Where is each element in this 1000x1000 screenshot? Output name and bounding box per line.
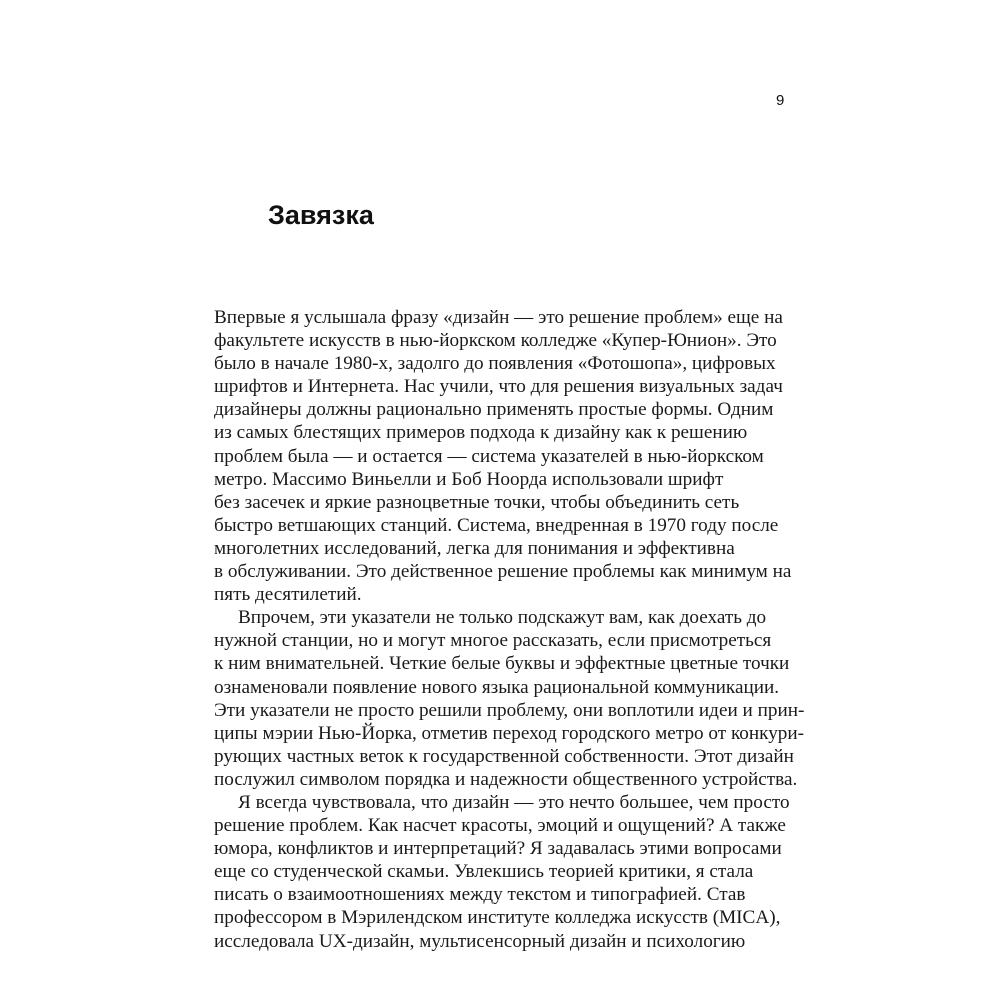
text-line: без засечек и яркие разноцветные точки, чтобы объединить сеть [214, 491, 740, 513]
text-line: ознаменовали появление нового языка рациональной коммуникации. [214, 676, 780, 698]
text-line: послужил символом порядка и надежности общественного устройства. [214, 768, 798, 790]
text-line: писать о взаимоотношениях между текстом и типографией. Став [214, 884, 746, 906]
text-line: многолетних исследований, легка для понимания и эффективна [214, 537, 735, 559]
text-line: факультете искусств в нью-йоркском колледже «Купер-Юнион». Это [214, 330, 777, 352]
text-line: решение проблем. Как насчет красоты, эмоций и ощущений? А также [214, 815, 786, 837]
text-line: еще со студенческой скамьи. Увлекшись теорией критики, я стала [214, 861, 754, 883]
text-line: в обслуживании. Это действенное решение проблемы как минимум на [214, 561, 792, 583]
paragraph-start-line: Впрочем, эти указатели не только подскажут вам, как доехать до [238, 607, 767, 629]
paragraph-start-line: Я всегда чувствовала, что дизайн — это нечто большее, чем просто [238, 791, 790, 813]
text-line: из самых блестящих примеров подхода к дизайну как к решению [214, 422, 748, 444]
text-line: было в начале 1980-х, задолго до появления «Фотошопа», цифровых [214, 353, 776, 375]
text-line: юмора, конфликтов и интерпретаций? Я задавалась этими вопросами [214, 838, 782, 860]
text-line: Впервые я услышала фразу «дизайн — это решение проблем» еще на [214, 307, 783, 328]
text-line: пять десятилетий. [214, 584, 362, 606]
text-line: Эти указатели не просто решили проблему, они воплотили идеи и прин- [214, 699, 805, 721]
text-line: проблем была — и остается — система указателей в нью-йоркском [214, 445, 764, 467]
text-line: шрифтов и Интернета. Нас учили, что для решения визуальных задач [214, 376, 783, 398]
text-line: быстро ветшающих станций. Система, внедренная в 1970 году после [214, 514, 779, 536]
page-number: 9 [776, 92, 785, 109]
text-line: к ним внимательней. Четкие белые буквы и эффектные цветные точки [214, 653, 790, 675]
body-text [214, 306, 805, 953]
text-line: рующих частных веток к государственной собственности. Этот дизайн [214, 745, 794, 767]
text-line: профессором в Мэрилендском институте колледжа искусств (MICA), [214, 907, 781, 929]
text-line: нужной станции, но и могут многое рассказать, если присмотреться [214, 630, 772, 652]
text-line: метро. Массимо Виньелли и Боб Ноорда использовали шрифт [214, 468, 724, 490]
chapter-title: Завязка [268, 200, 374, 230]
text-line: исследовала UX-дизайн, мультисенсорный дизайн и психологию [214, 930, 746, 952]
text-line: ципы мэрии Нью-Йорка, отметив переход городского метро от конкури- [214, 722, 805, 744]
text-line: дизайнеры должны рационально применять простые формы. Одним [214, 399, 774, 421]
